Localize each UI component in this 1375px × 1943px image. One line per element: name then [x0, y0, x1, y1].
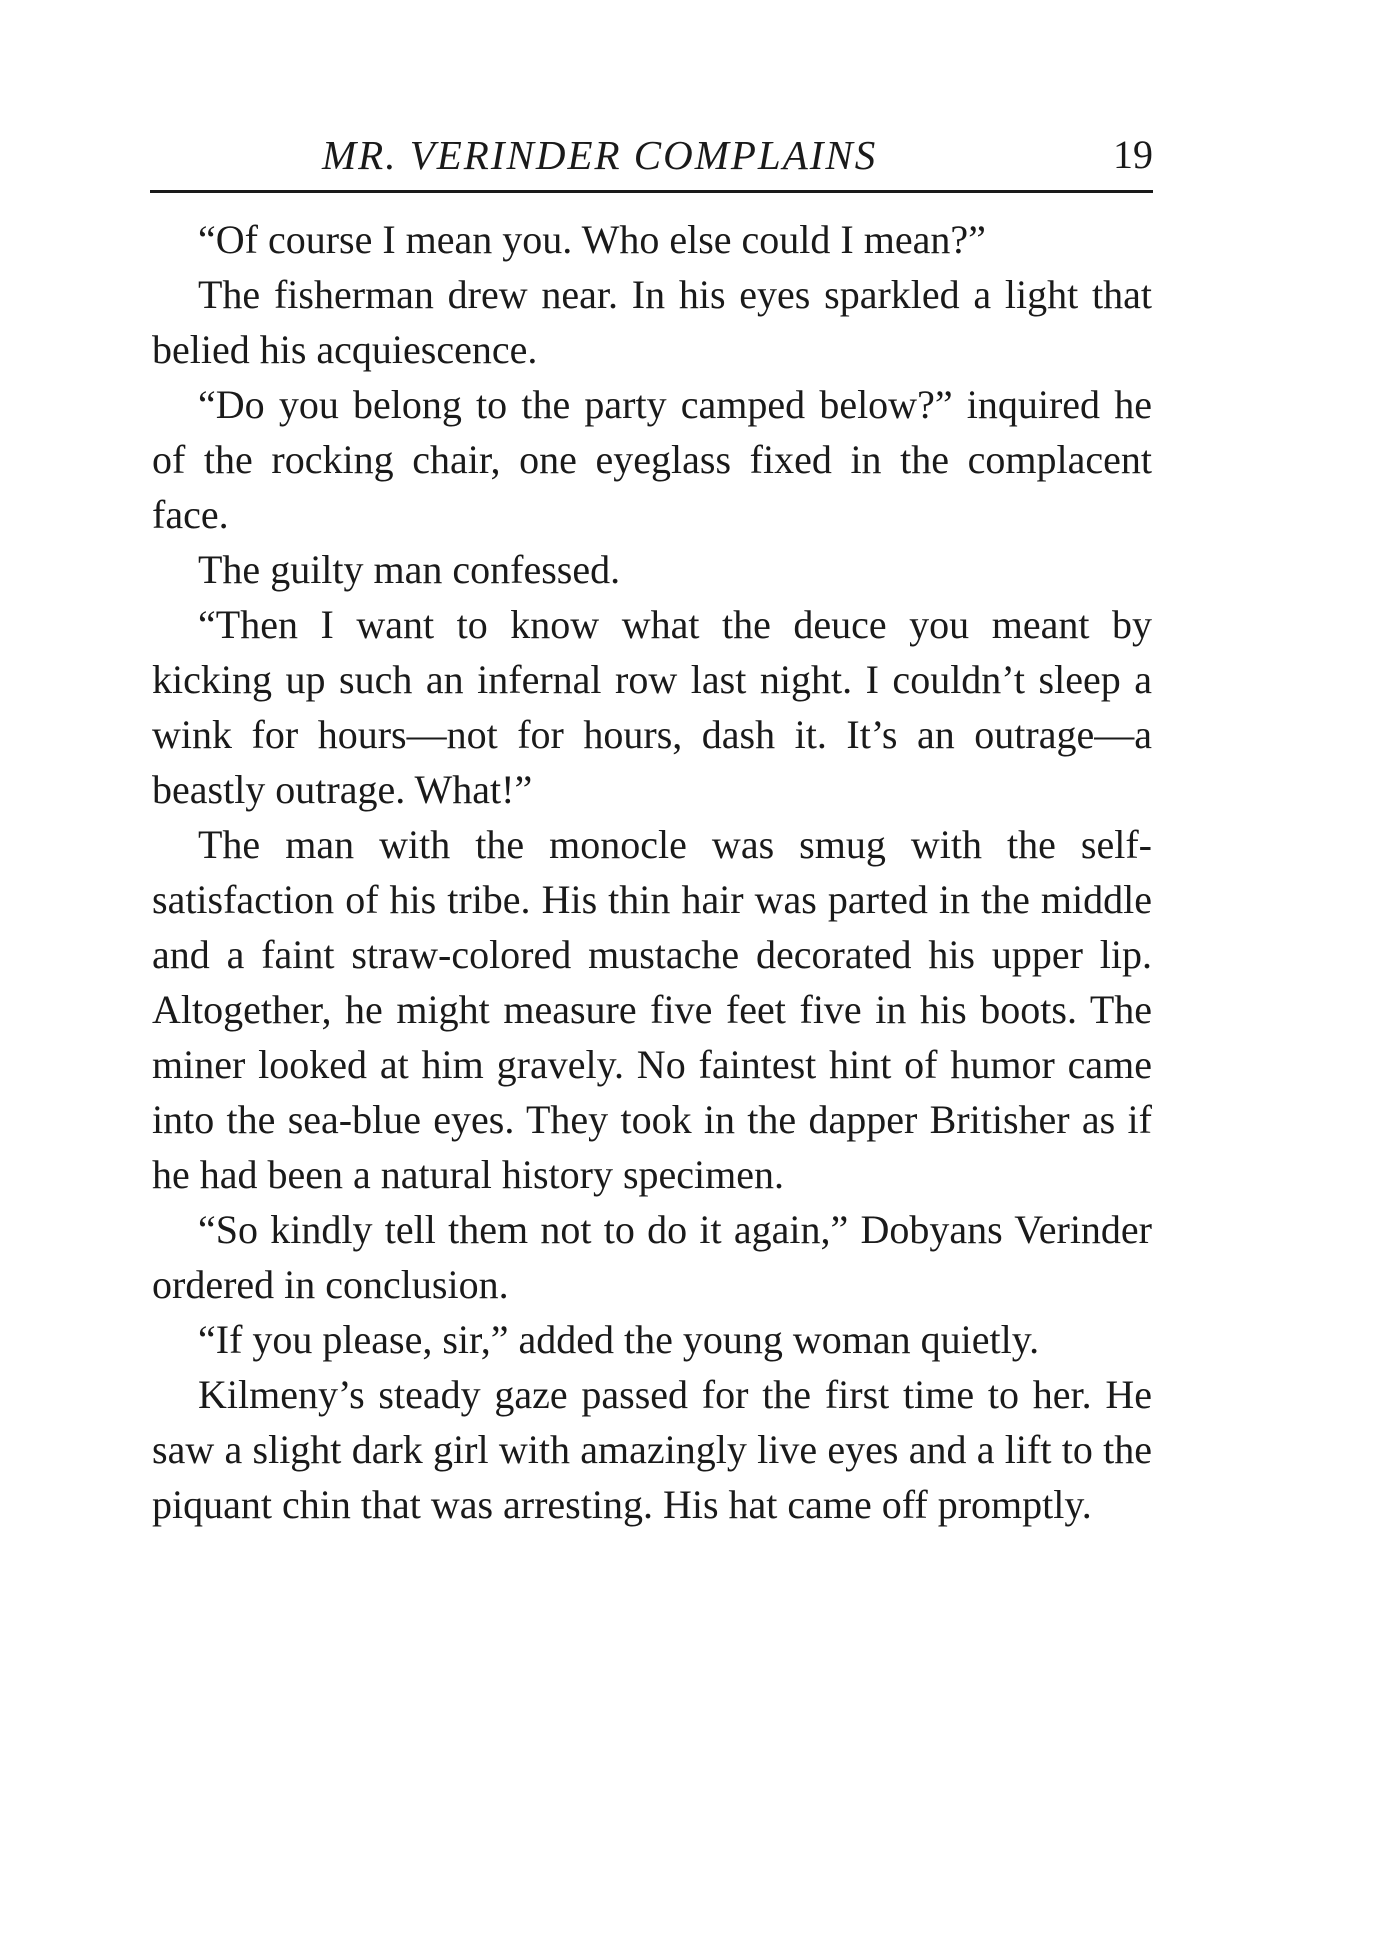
page-number: 19 [1113, 132, 1153, 177]
paragraph: Kilmeny’s steady gaze passed for the first time to her. He saw a slight dark girl with amazingly live eyes and a lift to the piquant chin that was arresting. His hat came off promptly. [152, 1372, 1152, 1527]
body-text [152, 212, 1152, 1532]
paragraph: “Of course I mean you. Who else could I mean?” [198, 217, 986, 262]
header-rule [150, 190, 1153, 193]
paragraph: “Do you belong to the party camped below?” inquired he of the rocking chair, one eyeglass fixed in the complacent face. [152, 382, 1152, 537]
paragraph: The fisherman drew near. In his eyes sparkled a light that belied his acquiescence. [152, 272, 1152, 372]
paragraph: “Then I want to know what the deuce you meant by kicking up such an infernal row last night. I couldn’t sleep a wink for hours—not for hours, dash it. It’s an outrage—a beastly outrage. What!” [152, 602, 1152, 812]
paragraph: The guilty man confessed. [198, 547, 621, 592]
paragraph: The man with the monocle was smug with the self-satisfaction of his tribe. His thin hair was parted in the middle and a faint straw-colored mustache decorated his upper lip. Altogether, he might measure five feet five in his boots. The miner looked at him gravely. No faintest hint of humor came into the sea-blue eyes. They took in the dapper Britisher as if he had been a natural history specimen. [152, 822, 1152, 1197]
running-title: MR. VERINDER COMPLAINS [322, 132, 878, 178]
paragraph: “So kindly tell them not to do it again,” Dobyans Verinder ordered in conclusion. [152, 1207, 1152, 1307]
paragraph: “If you please, sir,” added the young woman quietly. [198, 1317, 1040, 1362]
running-head [150, 128, 1153, 182]
